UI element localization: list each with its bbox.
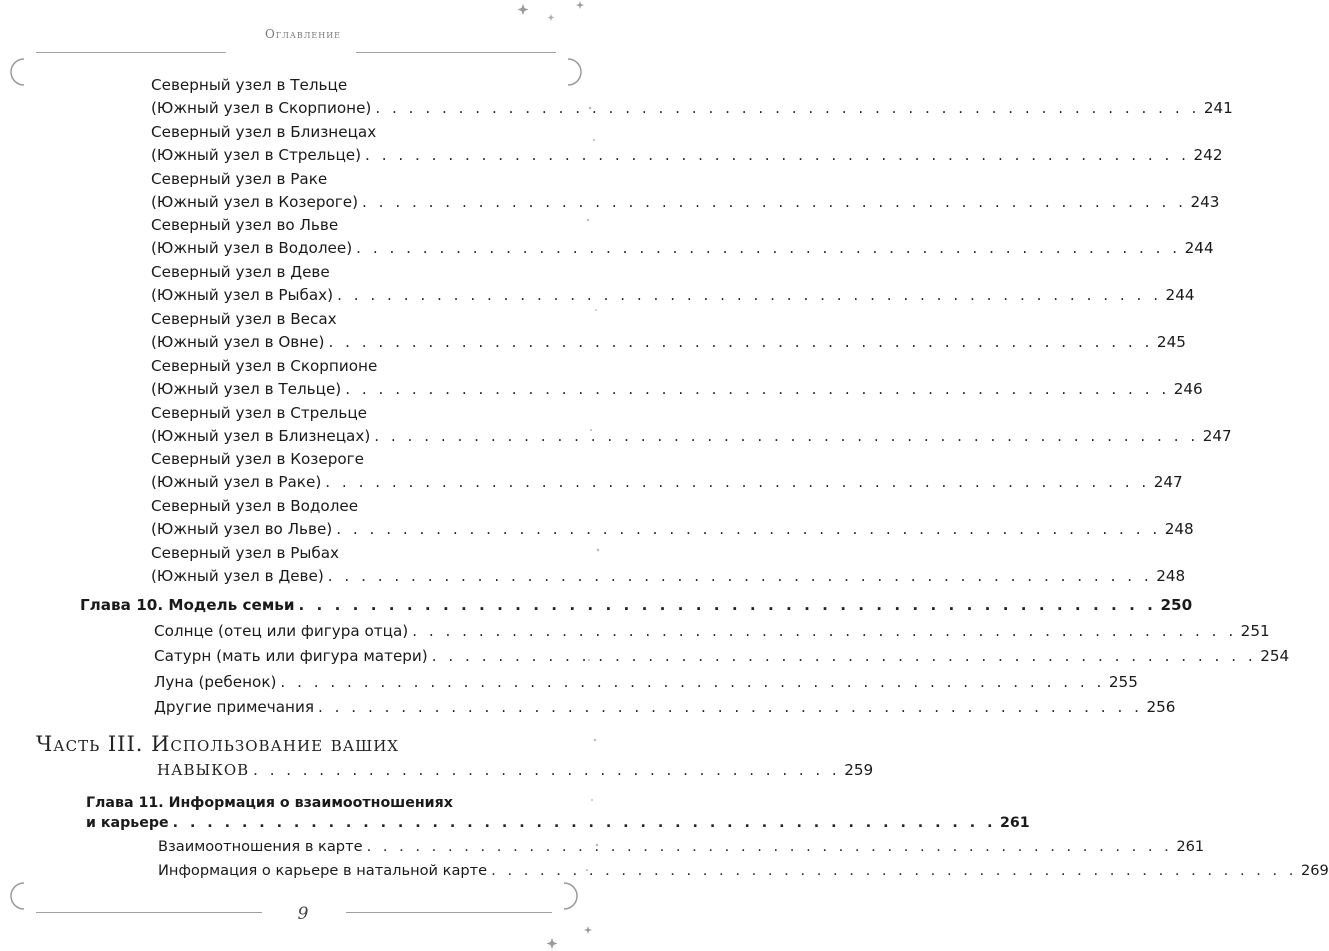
toc-chapter-10[interactable] — [80, 594, 1193, 616]
dot-leader: . . . . . . . . . . . . . . . . . . . . . . . . . . . . . . . . . . . . . . . . . . . . . . . . . . — [412, 622, 1237, 640]
dot-leader: . . . . . . . . . . . . . . . . . . . . . . . . . . . . . . . . . . . . . . . . . . . . . . . . . . — [362, 192, 1187, 211]
entry-page-number: 246 — [1173, 379, 1203, 398]
entry-label: Солнце (отец или фигура отца) — [154, 622, 409, 640]
part-3-page: 259 — [844, 761, 874, 779]
crescent-moon-icon-top-right — [560, 56, 588, 88]
north-node-heading: Северный узел в Раке — [151, 169, 328, 188]
entry-page-number: 242 — [1193, 145, 1223, 164]
chapter-10-title: Глава 10. Модель семьи — [80, 596, 295, 614]
north-node-heading: Северный узел в Близнецах — [151, 122, 377, 141]
entry-label: Информация о карьере в натальной карте — [158, 862, 488, 879]
entry-page-number: 255 — [1108, 672, 1138, 691]
entry-label: (Южный узел в Раке) — [151, 473, 322, 492]
page-number: 9 — [297, 904, 309, 924]
toc-chapter-10-item[interactable] — [154, 645, 1290, 667]
toc-node-entry[interactable] — [151, 565, 1186, 587]
header-rule-left — [36, 52, 226, 53]
entry-page-number: 269 — [1300, 862, 1329, 879]
dot-leader: . . . . . . . . . . . . . . . . . . . . . . . . . . . . . . . . . . . . . . . . . . . . . . . . . . — [317, 697, 1143, 716]
toc-node-entry[interactable] — [151, 378, 1203, 400]
dot-leader: . . . . . . . . . . . . . . . . . . . . . . . . . . . . . . . . . . . . . . . . . . . . . . . . . . — [431, 647, 1257, 666]
dot-leader: . . . . . . . . . . . . . . . . . . . . . . . . . . . . . . . . . . . . . . . . . . . . . . . . . . — [325, 473, 1150, 492]
toc-part-3[interactable] — [157, 756, 874, 782]
dot-leader: . . . . . . . . . . . . . . . . . . . . . . . . . . . . . . . . . . . . . . . . . . . . . . . . . . — [336, 520, 1161, 539]
toc-chapter-10-item[interactable] — [154, 671, 1138, 693]
part-3-title-line1: Часть III. Использование ваших — [36, 732, 399, 756]
toc-node-entry[interactable] — [151, 97, 1233, 119]
dot-leader: . . . . . . . . . . . . . . . . . . . . . . . . . . . . . . . . . . . . . . . . . . . . . . . . — [172, 815, 996, 831]
entry-page-number: 244 — [1184, 239, 1214, 258]
north-node-heading: Северный узел в Скорпионе — [151, 356, 378, 375]
entry-label: (Южный узел в Близнецах) — [151, 426, 371, 445]
entry-page-number: 261 — [1176, 838, 1205, 855]
dot-leader: . . . . . . . . . . . . . . . . . . . . . . . . . . . . . . . . . . . . . . . . . . . . . . . . . . — [337, 286, 1162, 305]
dot-leader: . . . . . . . . . . . . . . . . . . . . . . . . . . . . . . . . . . . . . . . . . . . . . . . . . . — [375, 99, 1200, 117]
crescent-moon-icon-top-left — [4, 56, 32, 88]
dot-leader: . . . . . . . . . . . . . . . . . . . . . . . . . . . . . . . . . . . . . . . . . . . . . . . . . . — [365, 145, 1190, 164]
toc-node-entry[interactable] — [151, 284, 1195, 306]
north-node-heading: Северный узел в Тельце — [151, 76, 348, 94]
toc-chapter-10-item[interactable] — [154, 620, 1270, 642]
toc-node-entry[interactable] — [151, 471, 1183, 493]
entry-page-number: 247 — [1202, 426, 1232, 445]
dot-leader: . . . . . . . . . . . . . . . . . . . . . . . . . . . . . . . . . . . . . . . . . . . . . . . . . . — [491, 862, 1297, 879]
toc-node-entry[interactable] — [151, 237, 1214, 259]
chapter-11-title-line1: Глава 11. Информация о взаимоотношениях — [86, 795, 453, 811]
dot-leader: . . . . . . . . . . . . . . . . . . . . . . . . . . . . . . . . . . . . — [253, 761, 841, 779]
toc-chapter-11-item[interactable] — [158, 836, 1205, 858]
north-node-heading: Северный узел во Льве — [151, 216, 339, 235]
toc-node-entry[interactable] — [151, 191, 1220, 213]
entry-label: (Южный узел в Козероге) — [151, 192, 359, 211]
north-node-heading: Северный узел в Весах — [151, 310, 337, 328]
dot-leader: . . . . . . . . . . . . . . . . . . . . . . . . . . . . . . . . . . . . . . . . . . . . . . . . . . — [374, 426, 1199, 445]
north-node-heading: Северный узел в Деве — [151, 263, 330, 282]
dot-leader: . . . . . . . . . . . . . . . . . . . . . . . . . . . . . . . . . . . . . . . . . . . . . . . . . . — [356, 239, 1181, 258]
toc-node-entry[interactable] — [151, 144, 1223, 166]
entry-label: (Южный узел в Деве) — [151, 567, 324, 585]
part-3-title-line2: навыков — [157, 756, 250, 780]
dot-leader: . . . . . . . . . . . . . . . . . . . . . . . . . . . . . . . . . . . . . . . . . . . . . . . . . . — [280, 672, 1105, 691]
north-node-heading: Северный узел в Рыбах — [151, 544, 340, 562]
entry-page-number: 244 — [1165, 286, 1195, 305]
toc-chapter-11[interactable] — [86, 812, 1030, 834]
toc-chapter-10-item[interactable] — [154, 696, 1176, 718]
north-node-heading: Северный узел в Водолее — [151, 497, 359, 516]
entry-label: Луна (ребенок) — [154, 672, 277, 691]
entry-page-number: 243 — [1190, 192, 1220, 211]
dot-leader: . . . . . . . . . . . . . . . . . . . . . . . . . . . . . . . . . . . . . . . . . . . . . . . . — [298, 596, 1157, 614]
north-node-heading: Северный узел в Стрельце — [151, 403, 367, 422]
star-sparkle-icons-top — [505, 0, 606, 30]
entry-label: (Южный узел в Овне) — [151, 333, 325, 351]
entry-page-number: 251 — [1240, 622, 1270, 640]
dot-leader: . . . . . . . . . . . . . . . . . . . . . . . . . . . . . . . . . . . . . . . . . . . . . . . . . . — [328, 333, 1153, 351]
entry-label: (Южный узел в Тельце) — [151, 379, 342, 398]
toc-node-entry[interactable] — [151, 331, 1186, 353]
chapter-10-page: 250 — [1160, 596, 1193, 614]
entry-page-number: 256 — [1146, 697, 1176, 716]
entry-label: (Южный узел в Рыбах) — [151, 286, 334, 305]
dot-leader: . . . . . . . . . . . . . . . . . . . . . . . . . . . . . . . . . . . . . . . . . . . . . . . . . . — [366, 838, 1173, 855]
entry-label: (Южный узел во Льве) — [151, 520, 333, 539]
chapter-11-title-line2: и карьере — [86, 815, 169, 831]
entry-page-number: 248 — [1156, 567, 1186, 585]
header-rule-right — [356, 52, 556, 53]
entry-label: Взаимоотношения в карте — [158, 838, 363, 855]
entry-page-number: 241 — [1203, 99, 1233, 117]
entry-page-number: 248 — [1164, 520, 1194, 539]
toc-chapter-11-item[interactable] — [158, 860, 1329, 882]
toc-node-entry[interactable] — [151, 518, 1194, 540]
entry-page-number: 245 — [1156, 333, 1186, 351]
dot-leader: . . . . . . . . . . . . . . . . . . . . . . . . . . . . . . . . . . . . . . . . . . . . . . . . . . — [345, 379, 1170, 398]
entry-page-number: 254 — [1260, 647, 1290, 666]
entry-label: (Южный узел в Стрельце) — [151, 145, 362, 164]
dot-leader: . . . . . . . . . . . . . . . . . . . . . . . . . . . . . . . . . . . . . . . . . . . . . . . . . . — [327, 567, 1153, 585]
running-title: Оглавление — [264, 27, 342, 41]
entry-page-number: 247 — [1153, 473, 1183, 492]
entry-label: (Южный узел в Водолее) — [151, 239, 353, 258]
north-node-heading: Северный узел в Козероге — [151, 450, 364, 469]
entry-label: Другие примечания — [154, 697, 314, 716]
entry-label: Сатурн (мать или фигура матери) — [154, 647, 428, 666]
entry-label: (Южный узел в Скорпионе) — [151, 99, 372, 117]
toc-node-entry[interactable] — [151, 425, 1232, 447]
chapter-11-page: 261 — [999, 815, 1030, 831]
